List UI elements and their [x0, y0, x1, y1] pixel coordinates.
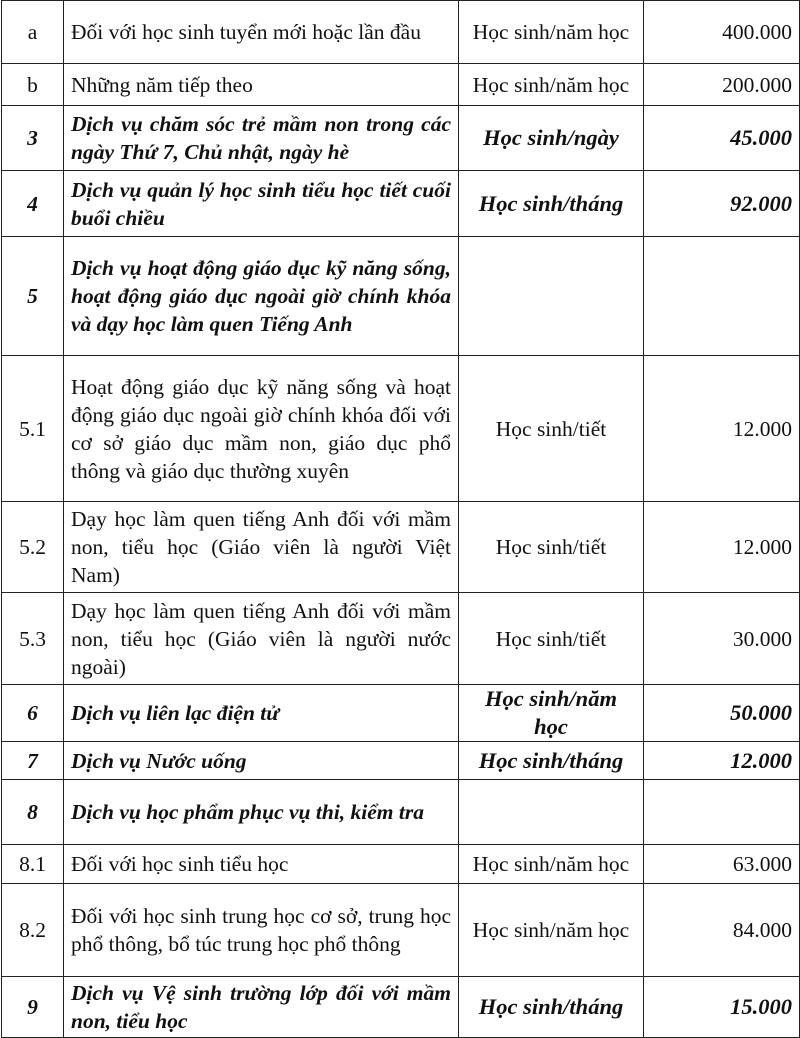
service-name: Đối với học sinh tuyển mới hoặc lần đầu: [64, 1, 459, 64]
unit-cell: Học sinh/ngày: [459, 106, 644, 171]
service-name: Dịch vụ hoạt động giáo dục kỹ năng sống, hoạt động giáo dục ngoài giờ chính khóa và dạy học làm quen Tiếng Anh: [64, 237, 459, 356]
unit-cell: Học sinh/tháng: [459, 171, 644, 237]
unit-cell: Học sinh/tháng: [459, 977, 644, 1038]
row-number: 5.3: [2, 593, 64, 685]
service-name: Dịch vụ quản lý học sinh tiểu học tiết cuối buổi chiều: [64, 171, 459, 237]
unit-cell: Học sinh/năm học: [459, 845, 644, 884]
unit-cell: Học sinh/tiết: [459, 356, 644, 502]
table-row: [2, 1, 800, 64]
service-name: Dịch vụ liên lạc điện tử: [64, 685, 459, 742]
category-row: [2, 685, 800, 742]
row-number: b: [2, 64, 64, 106]
unit-cell: Học sinh/tiết: [459, 593, 644, 685]
service-name: Dịch vụ Vệ sinh trường lớp đối với mầm non, tiểu học: [64, 977, 459, 1038]
row-number: 6: [2, 685, 64, 742]
price-cell: 84.000: [644, 884, 800, 977]
table-row: [2, 502, 800, 593]
table-row: [2, 64, 800, 106]
unit-cell: Học sinh/năm học: [459, 1, 644, 64]
category-row: [2, 171, 800, 237]
unit-cell: Học sinh/năm học: [459, 884, 644, 977]
price-cell: 200.000: [644, 64, 800, 106]
row-number: 4: [2, 171, 64, 237]
row-number: 8: [2, 780, 64, 845]
row-number: 8.1: [2, 845, 64, 884]
price-cell: 30.000: [644, 593, 800, 685]
row-number: 9: [2, 977, 64, 1038]
unit-cell: Học sinh/tiết: [459, 502, 644, 593]
price-cell: 63.000: [644, 845, 800, 884]
service-name: Đối với học sinh trung học cơ sở, trung học phổ thông, bổ túc trung học phổ thông: [64, 884, 459, 977]
row-number: 5.2: [2, 502, 64, 593]
price-cell: 45.000: [644, 106, 800, 171]
service-name: Hoạt động giáo dục kỹ năng sống và hoạt động giáo dục ngoài giờ chính khóa đối với cơ sở giáo dục mầm non, giáo dục phổ thông và giáo dục thường xuyên: [64, 356, 459, 502]
price-cell: 400.000: [644, 1, 800, 64]
unit-cell: Học sinh/tháng: [459, 742, 644, 780]
category-row: [2, 977, 800, 1038]
service-fee-table: [1, 0, 800, 1038]
price-cell: [644, 237, 800, 356]
row-number: 5: [2, 237, 64, 356]
row-number: 8.2: [2, 884, 64, 977]
unit-cell: [459, 780, 644, 845]
category-row: [2, 780, 800, 845]
table-row: [2, 884, 800, 977]
price-cell: 15.000: [644, 977, 800, 1038]
service-name: Dịch vụ học phẩm phục vụ thi, kiểm tra: [64, 780, 459, 845]
service-name: Đối với học sinh tiểu học: [64, 845, 459, 884]
price-cell: 92.000: [644, 171, 800, 237]
row-number: a: [2, 1, 64, 64]
row-number: 5.1: [2, 356, 64, 502]
service-name: Dạy học làm quen tiếng Anh đối với mầm non, tiểu học (Giáo viên là người nước ngoài): [64, 593, 459, 685]
row-number: 3: [2, 106, 64, 171]
unit-cell: Học sinh/năm học: [459, 685, 644, 742]
service-name: Những năm tiếp theo: [64, 64, 459, 106]
row-number: 7: [2, 742, 64, 780]
price-cell: 50.000: [644, 685, 800, 742]
category-row: [2, 106, 800, 171]
table-row: [2, 845, 800, 884]
category-row: [2, 237, 800, 356]
price-cell: 12.000: [644, 356, 800, 502]
category-row: [2, 742, 800, 780]
price-cell: 12.000: [644, 502, 800, 593]
service-name: Dạy học làm quen tiếng Anh đối với mầm non, tiểu học (Giáo viên là người Việt Nam): [64, 502, 459, 593]
service-name: Dịch vụ Nước uống: [64, 742, 459, 780]
service-name: Dịch vụ chăm sóc trẻ mầm non trong các ngày Thứ 7, Chủ nhật, ngày hè: [64, 106, 459, 171]
price-cell: 12.000: [644, 742, 800, 780]
table-row: [2, 593, 800, 685]
unit-cell: [459, 237, 644, 356]
unit-cell: Học sinh/năm học: [459, 64, 644, 106]
price-cell: [644, 780, 800, 845]
table-row: [2, 356, 800, 502]
